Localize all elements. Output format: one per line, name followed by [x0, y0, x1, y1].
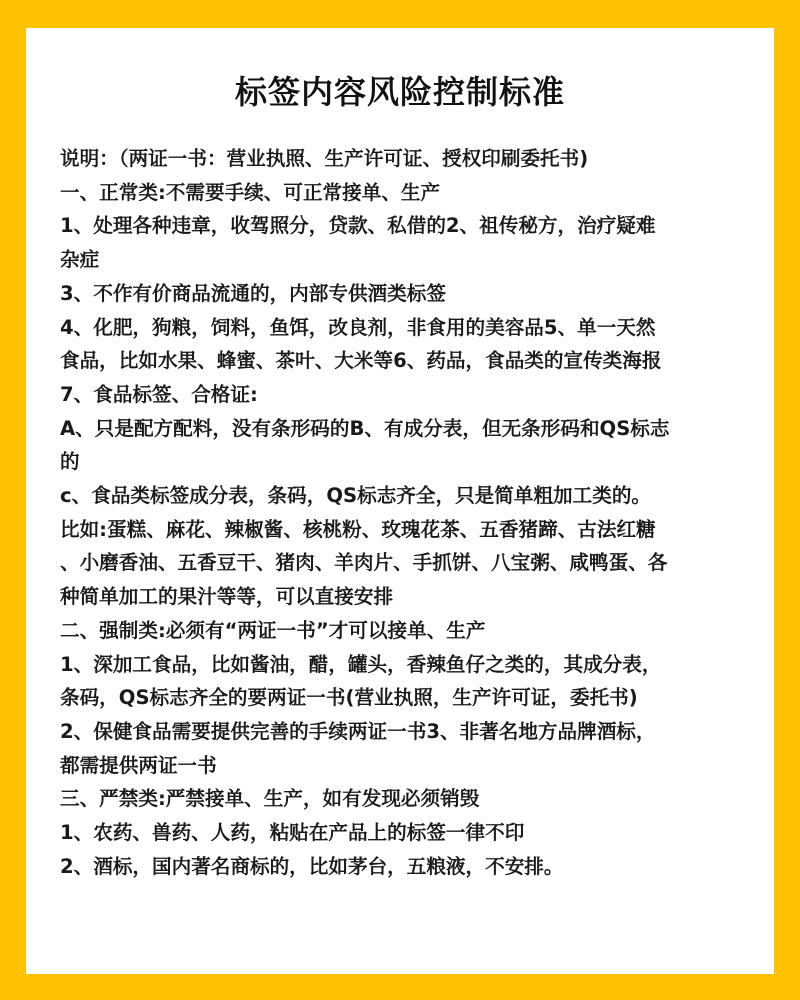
- text-line: 、小磨香油、五香豆干、猪肉、羊肉片、手抓饼、八宝粥、咸鸭蛋、各: [60, 551, 668, 575]
- text-line: 4、化肥，狗粮，饲料，鱼饵，改良剂，非食用的美容品5、单一天然: [60, 315, 656, 339]
- document-card: [26, 28, 774, 974]
- text-line: 1、深加工食品，比如酱油，醋，罐头，香辣鱼仔之类的，其成分表，: [60, 652, 662, 676]
- text-line: 都需提供两证一书: [60, 753, 217, 777]
- text-line: 1、农药、兽药、人药，粘贴在产品上的标签一律不印: [60, 821, 525, 845]
- text-line: c、食品类标签成分表，条码，QS标志齐全，只是简单粗加工类的。: [60, 484, 652, 508]
- text-line: 2、保健食品需要提供完善的手续两证一书3、非著名地方品牌酒标，: [60, 719, 656, 743]
- document-title: 标签内容风险控制标准: [234, 73, 565, 111]
- text-line: 一、正常类:不需要手续、可正常接单、生产: [60, 180, 441, 204]
- text-line: 说明：（两证一书：营业执照、生产许可证、授权印刷委托书): [60, 147, 589, 170]
- text-line: 种简单加工的果汁等等，可以直接安排: [60, 585, 394, 609]
- text-line: 二、强制类:必须有“两证一书”才可以接单、生产: [60, 618, 486, 642]
- document-body: [60, 142, 764, 883]
- text-line: 杂症: [60, 248, 100, 272]
- text-line: 1、处理各种违章，收驾照分，贷款、私借的2、祖传秘方，治疗疑难: [60, 214, 656, 238]
- text-line: 比如:蛋糕、麻花、辣椒酱、核桃粉、玫瑰花茶、五香猪蹄、古法红糖: [60, 517, 656, 541]
- text-line: 2、酒标，国内著名商标的，比如茅台，五粮液，不安排。: [60, 854, 564, 878]
- text-line: 三、严禁类:严禁接单、生产，如有发现必须销毁: [60, 787, 480, 811]
- text-line: A、只是配方配料，没有条形码的B、有成分表，但无条形码和QS标志: [60, 416, 670, 440]
- text-line: 3、不作有价商品流通的，内部专供酒类标签: [60, 281, 446, 305]
- text-line: 食品，比如水果、蜂蜜、茶叶、大米等6、药品，食品类的宣传类海报: [60, 349, 662, 373]
- text-line: 的: [60, 450, 80, 474]
- text-line: 7、食品标签、合格证:: [60, 382, 258, 406]
- text-line: 条码，QS标志齐全的要两证一书(营业执照，生产许可证，委托书): [60, 686, 638, 710]
